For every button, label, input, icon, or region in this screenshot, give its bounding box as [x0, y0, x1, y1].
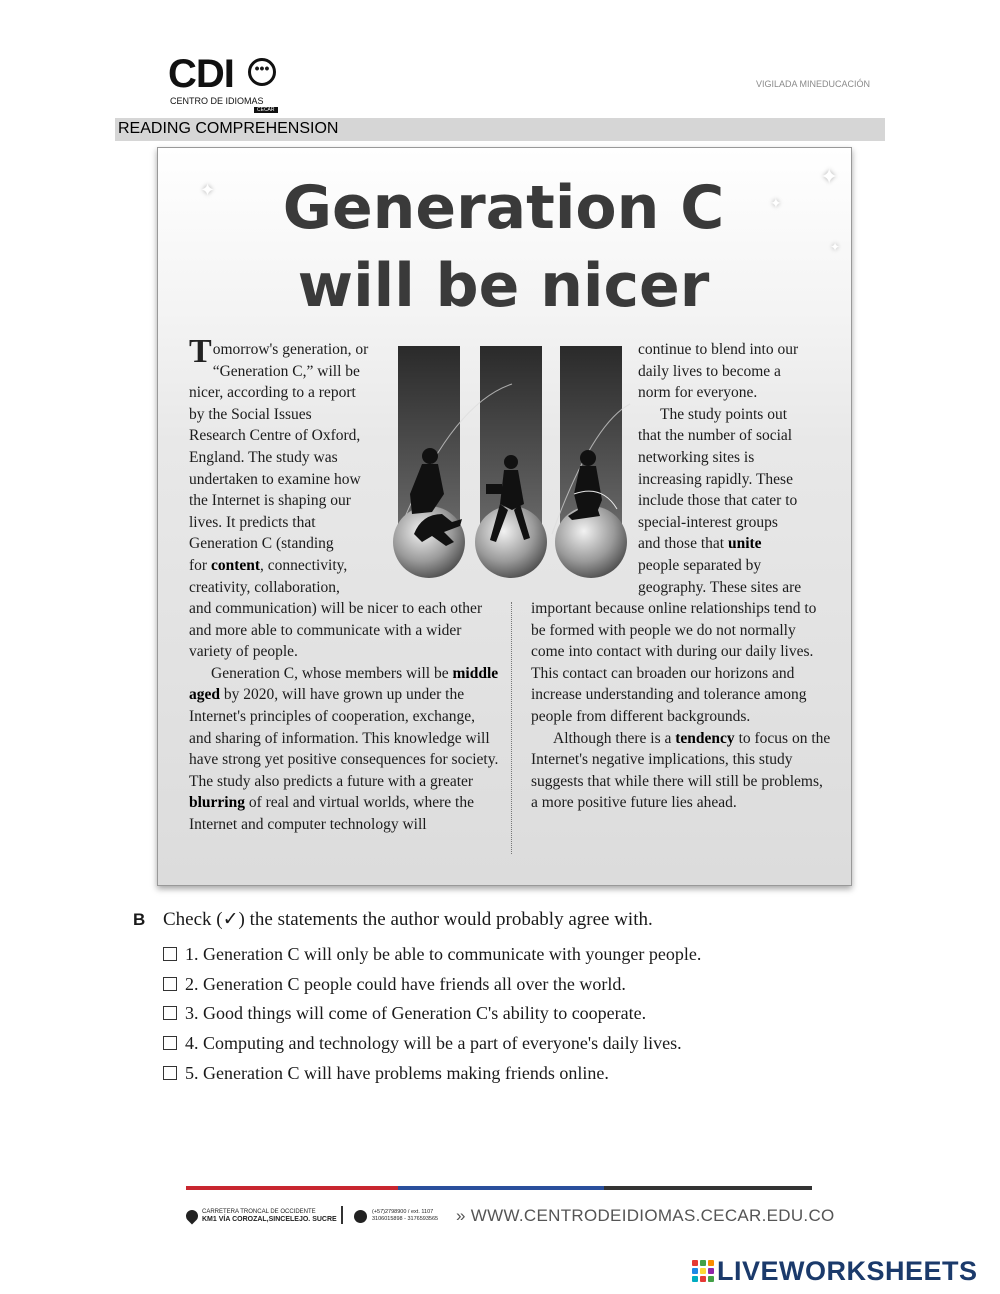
statement-text: 5. Generation C will have problems making friends online.: [185, 1063, 609, 1083]
vocab-content: content: [210, 556, 261, 574]
article-line: that the number of social: [638, 427, 793, 445]
address-line1: CARRETERA TRONCAL DE OCCIDENTE: [202, 1209, 316, 1215]
article-title-line1: Generation C: [282, 173, 725, 243]
checkbox[interactable]: [163, 1006, 177, 1020]
vocab-tendency: tendency: [675, 729, 735, 747]
illustration-globes: [392, 344, 634, 580]
article-line: by the Social Issues: [189, 405, 312, 423]
statement-item: [163, 974, 626, 995]
statement-item: [163, 1033, 682, 1054]
vocab-middle-aged: middle aged: [189, 664, 499, 704]
article-line: lives. It predicts that: [189, 513, 316, 531]
article-line: increasing rapidly. These: [638, 470, 793, 488]
article-line: Research Centre of Oxford,: [189, 427, 361, 445]
logo-subtitle: CENTRO DE IDIOMAS: [170, 96, 264, 106]
article-line: nicer, according to a report: [189, 384, 356, 402]
footer-website-link[interactable]: » WWW.CENTRODEIDIOMAS.CECAR.EDU.CO: [456, 1206, 835, 1225]
phone-line2: 3106015898 - 3176593565: [372, 1216, 439, 1222]
drop-cap: T: [189, 333, 212, 370]
sparkle-icon: ✦: [200, 180, 216, 201]
location-pin-icon: [184, 1208, 201, 1225]
article-col2-top: [638, 339, 838, 598]
article-text: , connectivity,: [260, 556, 348, 574]
section-title: READING COMPREHENSION: [118, 120, 339, 137]
liveworksheets-grid-icon: [692, 1260, 714, 1282]
article-line: “Generation C,” will be: [212, 362, 360, 380]
footer-phone: [372, 1209, 438, 1223]
statement-item: [163, 944, 701, 965]
article-text: Although there is a: [553, 729, 676, 747]
footer-line-red: [186, 1186, 398, 1190]
article-text: by 2020, will have grown up under the Internet's principles of cooperation, exchange, and sharing of information. This knowledge will have strong yet positive consequences for society. The study also predicts a future with a greater: [189, 686, 499, 790]
vocab-unite: unite: [727, 535, 762, 553]
sparkle-icon: ✦: [770, 196, 782, 212]
article-text: to focus on the Internet's negative implications, this study suggests that while there will still be problems, a more positive future lies ahead.: [531, 729, 831, 812]
article-paragraph: and communication) will be nicer to each other and more able to communicate with a wider variety of people.: [189, 600, 483, 661]
statement-text: 1. Generation C will only be able to communicate with younger people.: [185, 944, 702, 964]
article-line: special-interest groups: [638, 513, 778, 531]
article-line: Generation C (standing: [189, 535, 334, 553]
sparkle-icon: ✦: [830, 240, 841, 254]
phone-icon: [354, 1210, 367, 1223]
article-paragraph: important because online relationships tend to be formed with people we do not normally come into contact with during our daily lives. This contact can broaden our horizons and increase understanding and tolerance among people from different backgrounds.: [531, 600, 817, 725]
statement-item: [163, 1063, 609, 1084]
article-line: undertaken to examine how: [189, 470, 361, 488]
article-line: norm for everyone.: [638, 384, 758, 402]
checkbox[interactable]: [163, 1036, 177, 1050]
footer-line-dark: [604, 1186, 812, 1190]
exercise-instruction: Check (✓) the statements the author would probably agree with.: [163, 909, 653, 930]
footer-address: [202, 1209, 337, 1223]
column-divider: [511, 602, 512, 854]
statement-text: 2. Generation C people could have friends all over the world.: [185, 974, 626, 994]
vigilada-label: VIGILADA MINEDUCACIÓN: [756, 79, 871, 89]
article-col1-top: [189, 333, 389, 598]
article-col2-bottom: [531, 598, 831, 814]
article-text: of real and virtual worlds, where the Internet and computer technology will: [189, 794, 474, 833]
cdi-logo: [168, 52, 283, 114]
checkbox[interactable]: [163, 977, 177, 991]
article-text: for: [189, 556, 211, 574]
article-line: people separated by: [638, 556, 762, 574]
article-line: England. The study was: [189, 448, 338, 466]
phone-line1: (+57)2798900 / ext. 1107: [372, 1209, 434, 1215]
article-text: Generation C, whose members will be: [211, 664, 453, 682]
article-title-line2: will be nicer: [297, 251, 710, 321]
article-line: continue to blend into our: [638, 341, 799, 358]
article-line: include those that cater to: [638, 492, 798, 510]
article-line: creativity, collaboration,: [189, 578, 340, 596]
vocab-blurring: blurring: [189, 794, 245, 812]
article-line: daily lives to become a: [638, 362, 781, 380]
footer-line-blue: [398, 1186, 604, 1190]
brand-text: LIVEWORKSHEETS: [717, 1256, 978, 1286]
statement-text: 3. Good things will come of Generation C's ability to cooperate.: [185, 1003, 647, 1023]
article-line: the Internet is shaping our: [189, 492, 351, 510]
article-text: and those that: [638, 535, 728, 553]
checkbox[interactable]: [163, 1066, 177, 1080]
article-line: omorrow's generation, or: [212, 341, 369, 358]
article-col1-bottom: [189, 598, 501, 836]
logo-tag: CECAR: [254, 107, 278, 113]
address-line2: KM1 VÍA COROZAL,SINCELEJO. SUCRE: [202, 1216, 337, 1223]
exercise-letter: B: [133, 910, 146, 929]
article-line: The study points out: [660, 405, 788, 423]
chat-bubble-icon: •••: [248, 58, 276, 86]
checkbox[interactable]: [163, 947, 177, 961]
sparkle-icon: ✦: [820, 165, 839, 190]
footer-separator: [341, 1206, 343, 1224]
statement-item: [163, 1003, 646, 1024]
article-line: geography. These sites are: [638, 578, 802, 596]
statement-text: 4. Computing and technology will be a part of everyone's daily lives.: [185, 1033, 682, 1053]
logo-text: CDI: [168, 52, 234, 96]
liveworksheets-logo: [692, 1256, 978, 1287]
article-line: networking sites is: [638, 448, 755, 466]
